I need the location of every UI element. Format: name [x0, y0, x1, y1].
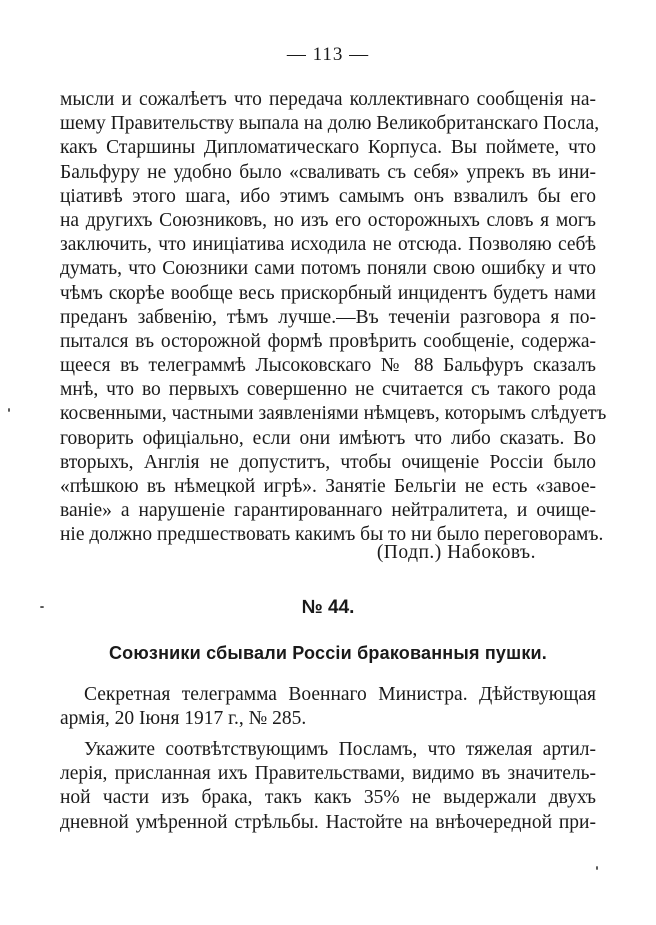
paragraph-line: мнѣ, что во первыхъ совершенно не считается съ такого рода [60, 379, 596, 401]
paragraph-line: дневной умѣренной стрѣльбы. Настойте на внѣочередной при- [60, 811, 596, 833]
document-number: № 44. [301, 597, 355, 618]
paragraph-line: думать, что Союзники сами потомъ поняли свою ошибку и что [60, 258, 596, 280]
print-speck [40, 606, 44, 608]
paragraph-line: шему Правительству выпала на долю Великобританскаго Посла, [60, 113, 600, 135]
subtitle-line: Секретная телеграмма Военнаго Министра. Дѣйствующая [84, 684, 596, 705]
paragraph-line: мысли и сожалѣетъ что передача коллективнаго сообщенія на- [60, 89, 596, 110]
print-speck [596, 866, 598, 870]
telegram-subtitle [60, 683, 596, 731]
signature: (Подп.) Набоковъ. [376, 542, 536, 563]
paragraph-line: преданъ забвенію, тѣмъ лучше.—Въ теченіи разговора я по- [60, 306, 596, 328]
paragraph-1 [60, 88, 607, 548]
paragraph-line: лерія, присланная ихъ Правительствами, видимо въ значитель- [60, 763, 596, 785]
paragraph-2 [60, 738, 596, 835]
paragraph-line: Укажите соотвѣтствующимъ Посламъ, что тяжелая артил- [84, 739, 596, 760]
paragraph-line: на другихъ Союзниковъ, но изъ его осторожныхъ словъ я могъ [60, 209, 596, 231]
paragraph-line: ціативѣ этого шага, ибо этимъ самымъ онъ взвалилъ бы его [60, 185, 596, 207]
paragraph-line: «пѣшкою въ нѣмецкой игрѣ». Занятіе Бельгіи не есть «завое- [60, 476, 596, 497]
print-speck [8, 408, 10, 412]
paragraph-line: вторыхъ, Англія не допуститъ, чтобы очищеніе Россіи было [60, 451, 596, 473]
paragraph-line: говорить офиціально, если они имѣютъ что либо сказать. Во [60, 427, 596, 449]
paragraph-line: Бальфуру не удобно было «сваливать съ себя» упрекъ въ ини- [60, 161, 596, 183]
paragraph-line: какъ Старшины Дипломатическаго Корпуса. Вы поймете, что [60, 137, 596, 159]
paragraph-line: ніе должно предшествовать какимъ бы то ни было переговорамъ. [60, 524, 604, 546]
paragraph-line: ваніе» а нарушеніе гарантированнаго нейтралитета, и очище- [60, 500, 596, 522]
document-title: Союзники сбывали Россіи бракованныя пушки. [108, 643, 548, 663]
paragraph-line: косвенными, частными заявленіями нѣмцевъ, которымъ слѣдуетъ [60, 403, 607, 425]
paragraph-line: заключить, что иниціатива исходила не отсюда. Позволяю себѣ [60, 234, 596, 256]
page-number: — 113 — [286, 44, 370, 65]
paragraph-line: щееся въ телеграммѣ Лысоковскаго № 88 Бальфуръ сказалъ [60, 355, 596, 377]
paragraph-line: пытался въ осторожной формѣ провѣрить сообщеніе, содержа- [60, 330, 596, 352]
paragraph-line: чѣмъ скорѣе вообще весь прискорбный инцидентъ будетъ нами [60, 282, 596, 304]
subtitle-line: армія, 20 Іюня 1917 г., № 285. [60, 708, 307, 730]
paragraph-line: ной части изъ брака, такъ какъ 35% не выдержали двухъ [60, 787, 596, 809]
